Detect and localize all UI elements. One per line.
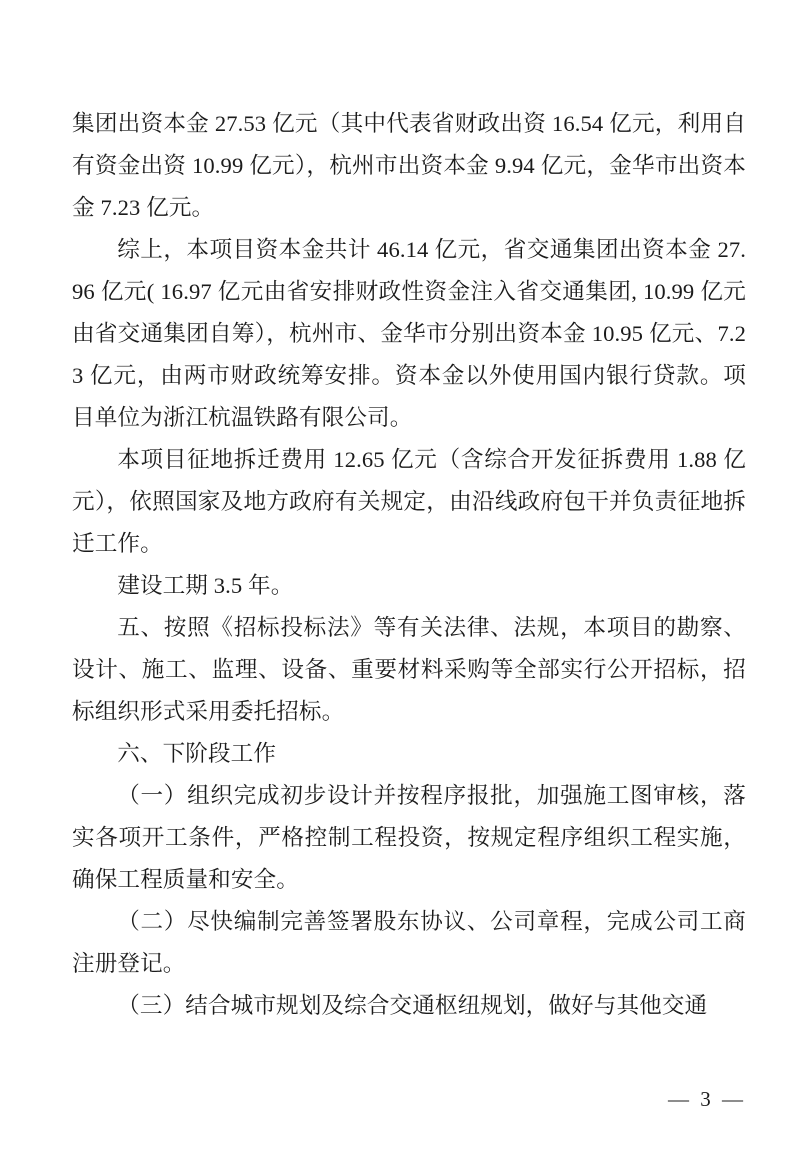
page-number-footer: — 3 — <box>668 1087 746 1111</box>
paragraph-capital-summary: 综上，本项目资本金共计 46.14 亿元，省交通集团出资本金 27.96 亿元( 16.97 亿元由省安排财政性资金注入省交通集团, 10.99 亿元由省交通集团自筹），杭州市、金华市分别出资本金 10.95 亿元、7.23 亿元，由两市财政统筹安排。资本金以外使用国内银行贷款。项目单位为浙江杭温铁路有限公司。 <box>72 237 746 430</box>
paragraph-item-two: （二）尽快编制完善签署股东协议、公司章程，完成公司工商注册登记。 <box>72 909 746 976</box>
paragraph-construction-period: 建设工期 3.5 年。 <box>117 573 294 598</box>
paragraph-section-six-heading: 六、下阶段工作 <box>117 741 277 766</box>
paragraph-section-five-bidding: 五、按照《招标投标法》等有关法律、法规，本项目的勘察、设计、施工、监理、设备、重要材料采购等全部实行公开招标，招标组织形式采用委托招标。 <box>72 615 746 724</box>
paragraph-capital-contribution: 集团出资本金 27.53 亿元（其中代表省财政出资 16.54 亿元，利用自有资金出资 10.99 亿元），杭州市出资本金 9.94 亿元，金华市出资本金 7.23 亿元。 <box>72 111 746 220</box>
paragraph-item-one: （一）组织完成初步设计并按程序报批，加强施工图审核，落实各项开工条件，严格控制工程投资，按规定程序组织工程实施，确保工程质量和安全。 <box>72 783 746 892</box>
document-text-body <box>72 103 746 1027</box>
paragraph-item-three: （三）结合城市规划及综合交通枢纽规划，做好与其他交通 <box>117 993 708 1018</box>
paragraph-land-acquisition: 本项目征地拆迁费用 12.65 亿元（含综合开发征拆费用 1.88 亿元），依照国家及地方政府有关规定，由沿线政府包干并负责征地拆迁工作。 <box>72 447 746 556</box>
